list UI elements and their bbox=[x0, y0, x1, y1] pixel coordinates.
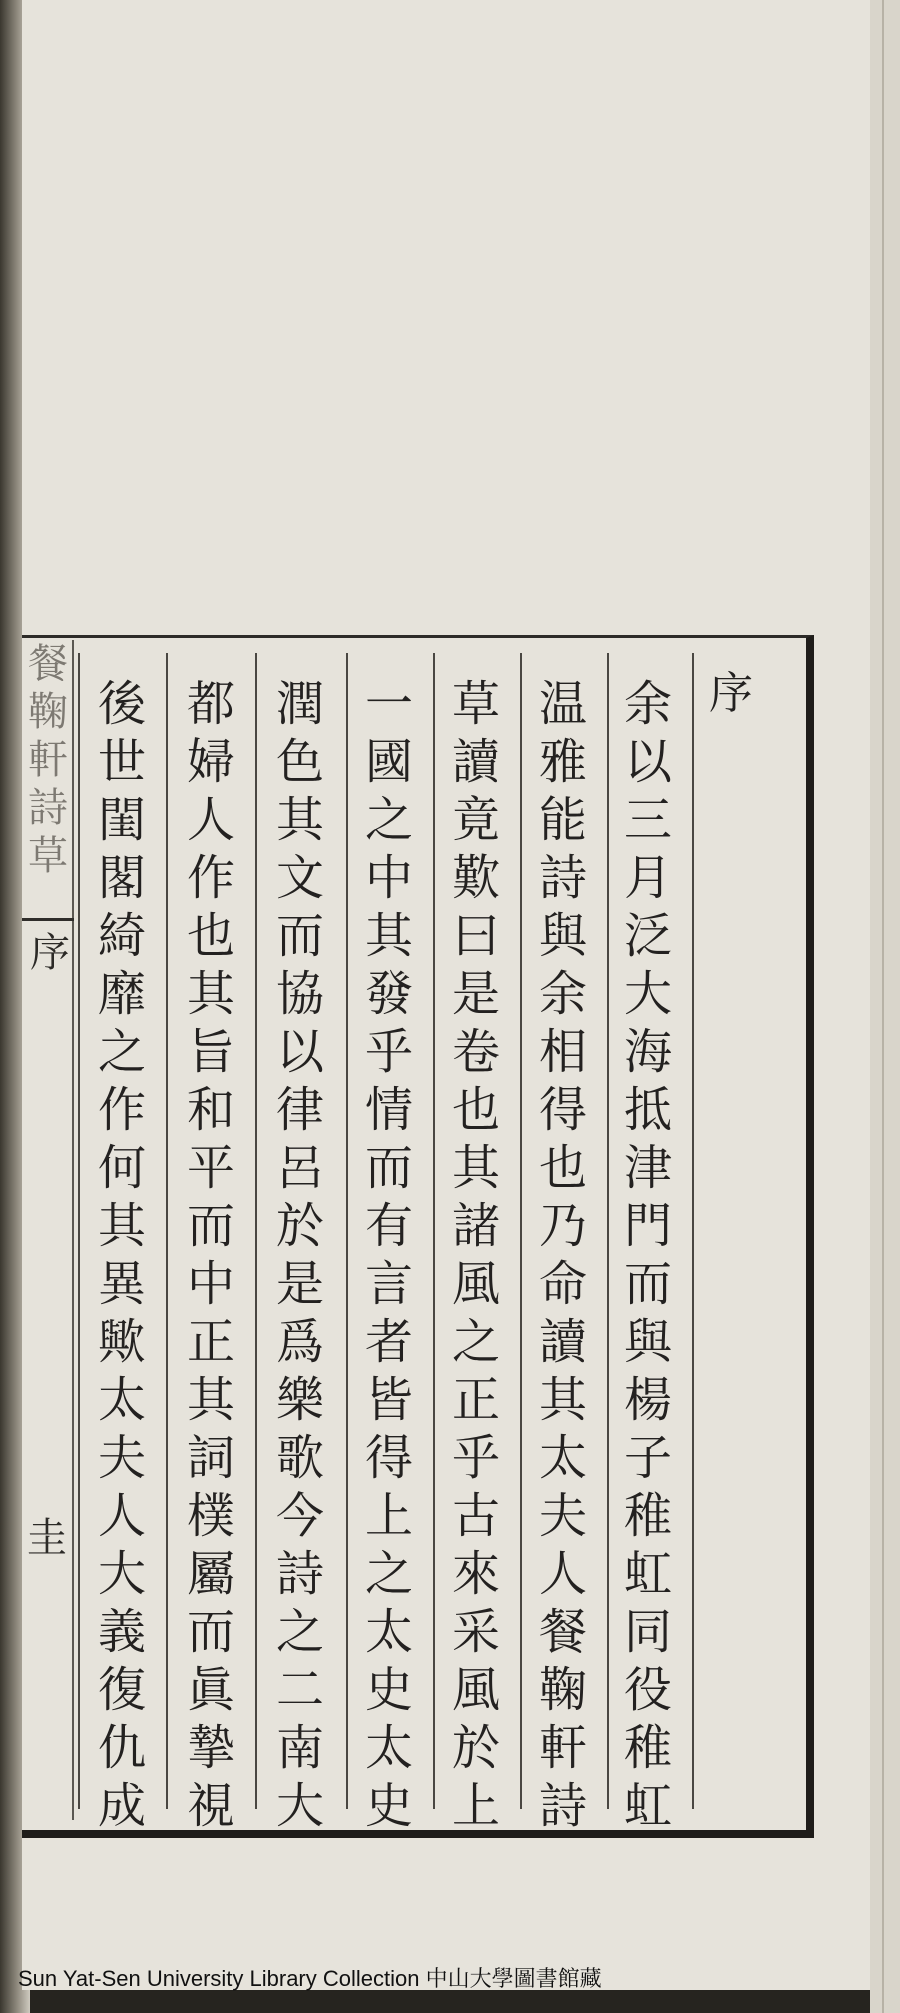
column-rule bbox=[433, 653, 435, 1809]
column-rule bbox=[78, 653, 80, 1809]
column-rule bbox=[166, 653, 168, 1809]
text-column-5: 潤色其文而協以律呂於是爲樂歌今詩之二南大 bbox=[275, 676, 324, 1834]
column-rule bbox=[692, 653, 694, 1809]
column-rule bbox=[255, 653, 257, 1809]
column-rule bbox=[346, 653, 348, 1809]
book-title-spine: 餐鞠軒詩草 bbox=[28, 641, 68, 879]
text-column-2: 温雅能詩與余相得也乃命讀其太夫人餐鞠軒詩 bbox=[538, 676, 587, 1834]
section-label: 序 bbox=[30, 930, 70, 976]
next-page-edge bbox=[870, 0, 900, 2013]
text-column-3: 草讀竟歎曰是卷也其諸風之正乎古來采風於上 bbox=[451, 676, 500, 1834]
text-column-6: 都婦人作也其旨和平而中正其詞樸屬而眞摯視 bbox=[186, 676, 235, 1834]
text-column-7: 後世閨閣綺靡之作何其異歟太夫人大義復仇成 bbox=[97, 676, 146, 1834]
column-rule bbox=[607, 653, 609, 1809]
spine-rule bbox=[72, 640, 74, 1820]
preface-heading: 序 bbox=[709, 668, 753, 719]
column-rule bbox=[520, 653, 522, 1809]
collection-watermark: Sun Yat-Sen University Library Collection 中山大學圖書館藏 bbox=[18, 1966, 602, 1991]
text-column-4: 一國之中其發乎情而有言者皆得上之太史太史 bbox=[364, 676, 413, 1834]
page-number: 圭 bbox=[27, 1515, 67, 1561]
spine-separator bbox=[22, 918, 74, 921]
text-column-1: 余以三月泛大海抵津門而與楊子稚虹同役稚虹 bbox=[623, 676, 672, 1834]
